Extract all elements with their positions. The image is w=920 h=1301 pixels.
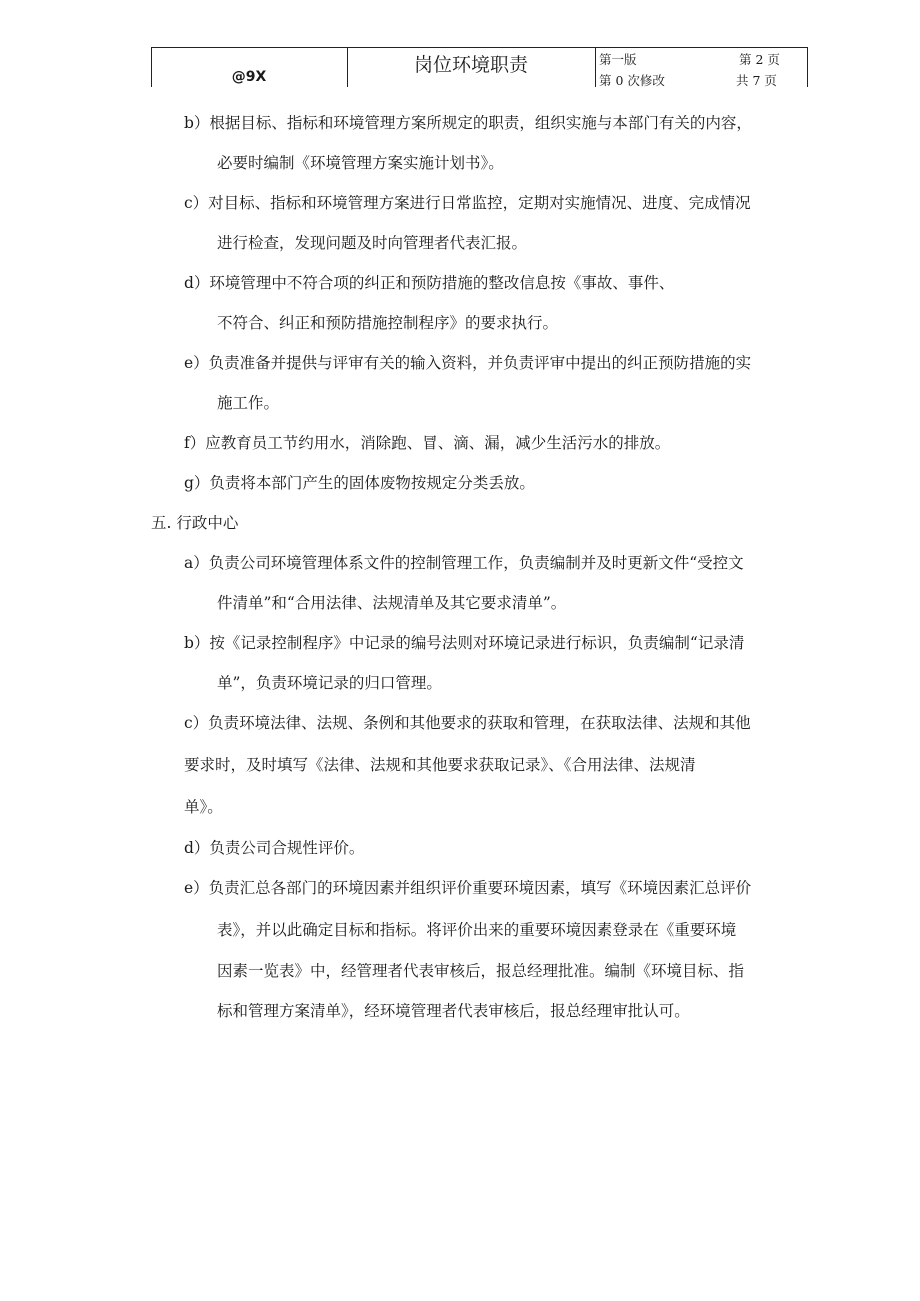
paragraph-line: a）负责公司环境管理体系文件的控制管理工作，负责编制并及时更新文件“受控文 <box>184 554 744 572</box>
document-header <box>151 47 808 87</box>
paragraph-line: f）应教育员工节约用水，消除跑、冒、滴、漏，减少生活污水的排放。 <box>184 434 671 452</box>
paragraph-line: 单》。 <box>184 798 223 816</box>
paragraph-line: c）对目标、指标和环境管理方案进行日常监控，定期对实施情况、进度、完成情况 <box>184 194 751 212</box>
paragraph-line: 件清单”和“合用法律、法规清单及其它要求清单”。 <box>217 594 567 612</box>
paragraph-line: b）按《记录控制程序》中记录的编号法则对环境记录进行标识，负责编制“记录清 <box>184 634 745 652</box>
paragraph-line: 不符合、纠正和预防措施控制程序》的要求执行。 <box>217 314 559 332</box>
revision-label: 第 0 次修改 <box>599 73 665 88</box>
header-divider <box>807 47 808 87</box>
page-number: 第 2 页 <box>739 52 780 67</box>
paragraph-line: 必要时编制《环境管理方案实施计划书》。 <box>217 154 504 172</box>
paragraph-line: 表》，并以此确定目标和指标。将评价出来的重要环境因素登录在《重要环境 <box>217 921 737 939</box>
paragraph-line: 标和管理方案清单》，经环境管理者代表审核后，报总经理审批认可。 <box>217 1002 690 1020</box>
paragraph-line: d）负责公司合规性评价。 <box>184 839 365 857</box>
edition-label: 第一版 <box>599 52 637 67</box>
paragraph-line: 单”，负责环境记录的归口管理。 <box>217 674 442 692</box>
total-pages: 共 7 页 <box>736 73 777 88</box>
paragraph-line: e）负责汇总各部门的环境因素并组织评价重要环境因素，填写《环境因素汇总评价 <box>184 879 752 897</box>
paragraph-line: d）环境管理中不符合项的纠正和预防措施的整改信息按《事故、事件、 <box>184 274 675 292</box>
paragraph-line: c）负责环境法律、法规、条例和其他要求的获取和管理，在获取法律、法规和其他 <box>184 714 751 732</box>
header-divider <box>595 47 596 87</box>
paragraph-line: b）根据目标、指标和环境管理方案所规定的职责，组织实施与本部门有关的内容， <box>184 114 752 132</box>
company-logo: @9X <box>231 69 267 85</box>
paragraph-line: 施工作。 <box>217 394 280 412</box>
paragraph-line: e）负责准备并提供与评审有关的输入资料，并负责评审中提出的纠正预防措施的实 <box>184 354 752 372</box>
header-top-border <box>151 47 808 48</box>
paragraph-line: g）负责将本部门产生的固体废物按规定分类丢放。 <box>184 474 535 492</box>
paragraph-line: 进行检查，发现问题及时向管理者代表汇报。 <box>217 234 528 252</box>
document-title: 岗位环境职责 <box>413 54 528 76</box>
section-heading: 五. 行政中心 <box>151 514 239 532</box>
paragraph-line: 因素一览表》中，经管理者代表审核后，报总经理批准。编制《环境目标、指 <box>217 962 745 980</box>
paragraph-line: 要求时，及时填写《法律、法规和其他要求获取记录》、《合用法律、法规清 <box>184 756 696 774</box>
